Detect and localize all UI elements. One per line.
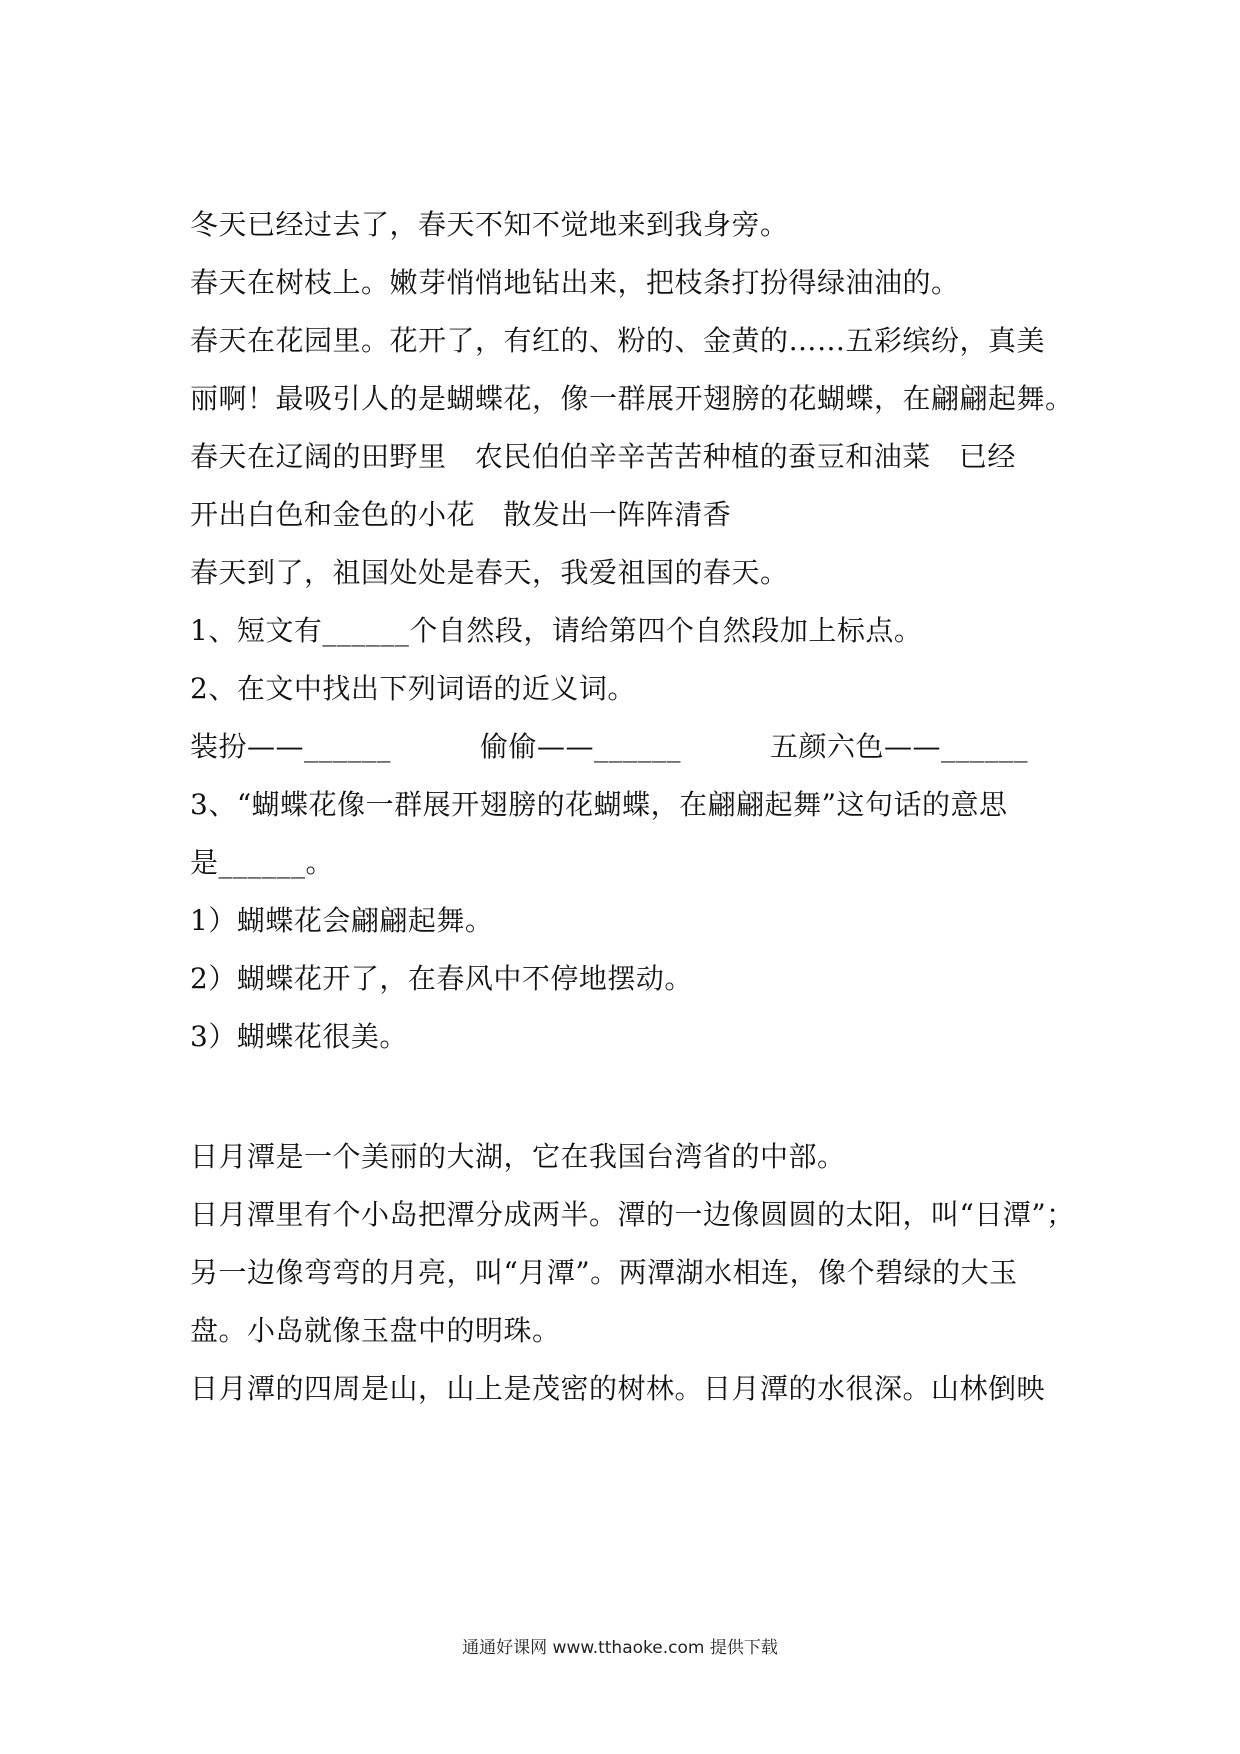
synonym-blank: 偷偷——______: [480, 730, 682, 763]
passage1-line: 开出白色和金色的小花 散发出一阵阵清香: [190, 498, 732, 531]
answer-option: 2）蝴蝶花开了，在春风中不停地摆动。: [190, 962, 693, 995]
passage1-line: 春天在花园里。花开了，有红的、粉的、金黄的……五彩缤纷，真美: [190, 324, 1046, 357]
question-2: 2、在文中找出下列词语的近义词。: [190, 672, 636, 705]
passage1-line: 春天到了，祖国处处是春天，我爱祖国的春天。: [190, 556, 789, 589]
passage1-line: 冬天已经过去了，春天不知不觉地来到我身旁。: [190, 208, 789, 241]
passage2-line: 日月潭的四周是山，山上是茂密的树林。日月潭的水很深。山林倒映: [190, 1372, 1046, 1405]
page-footer: 通通好课网 www.tthaoke.com 提供下载: [462, 1638, 778, 1658]
question-3-continued: 是______。: [190, 846, 335, 879]
passage2-line: 日月潭是一个美丽的大湖，它在我国台湾省的中部。: [190, 1140, 846, 1173]
passage1-line: 春天在树枝上。嫩芽悄悄地钻出来，把枝条打扮得绿油油的。: [190, 266, 960, 299]
passage1-line: 春天在辽阔的田野里 农民伯伯辛辛苦苦种植的蚕豆和油菜 已经: [190, 440, 1016, 473]
synonym-blank: 装扮——______: [190, 730, 392, 763]
passage2-line: 日月潭里有个小岛把潭分成两半。潭的一边像圆圆的太阳，叫“日潭”；: [190, 1198, 1075, 1231]
passage2-line: 另一边像弯弯的月亮，叫“月潭”。两潭湖水相连，像个碧绿的大玉: [190, 1256, 1018, 1289]
answer-option: 3）蝴蝶花很美。: [190, 1020, 408, 1053]
synonym-blank: 五颜六色——______: [770, 730, 1029, 763]
passage1-line: 丽啊！最吸引人的是蝴蝶花，像一群展开翅膀的花蝴蝶，在翩翩起舞。: [190, 382, 1074, 415]
question-3: 3、“蝴蝶花像一群展开翅膀的花蝴蝶，在翩翩起舞”这句话的意思: [190, 788, 1008, 821]
passage2-line: 盘。小岛就像玉盘中的明珠。: [190, 1314, 561, 1347]
question-1: 1、短文有______个自然段，请给第四个自然段加上标点。: [190, 614, 923, 647]
answer-option: 1）蝴蝶花会翩翩起舞。: [190, 904, 494, 937]
synonym-row: [190, 730, 1050, 764]
